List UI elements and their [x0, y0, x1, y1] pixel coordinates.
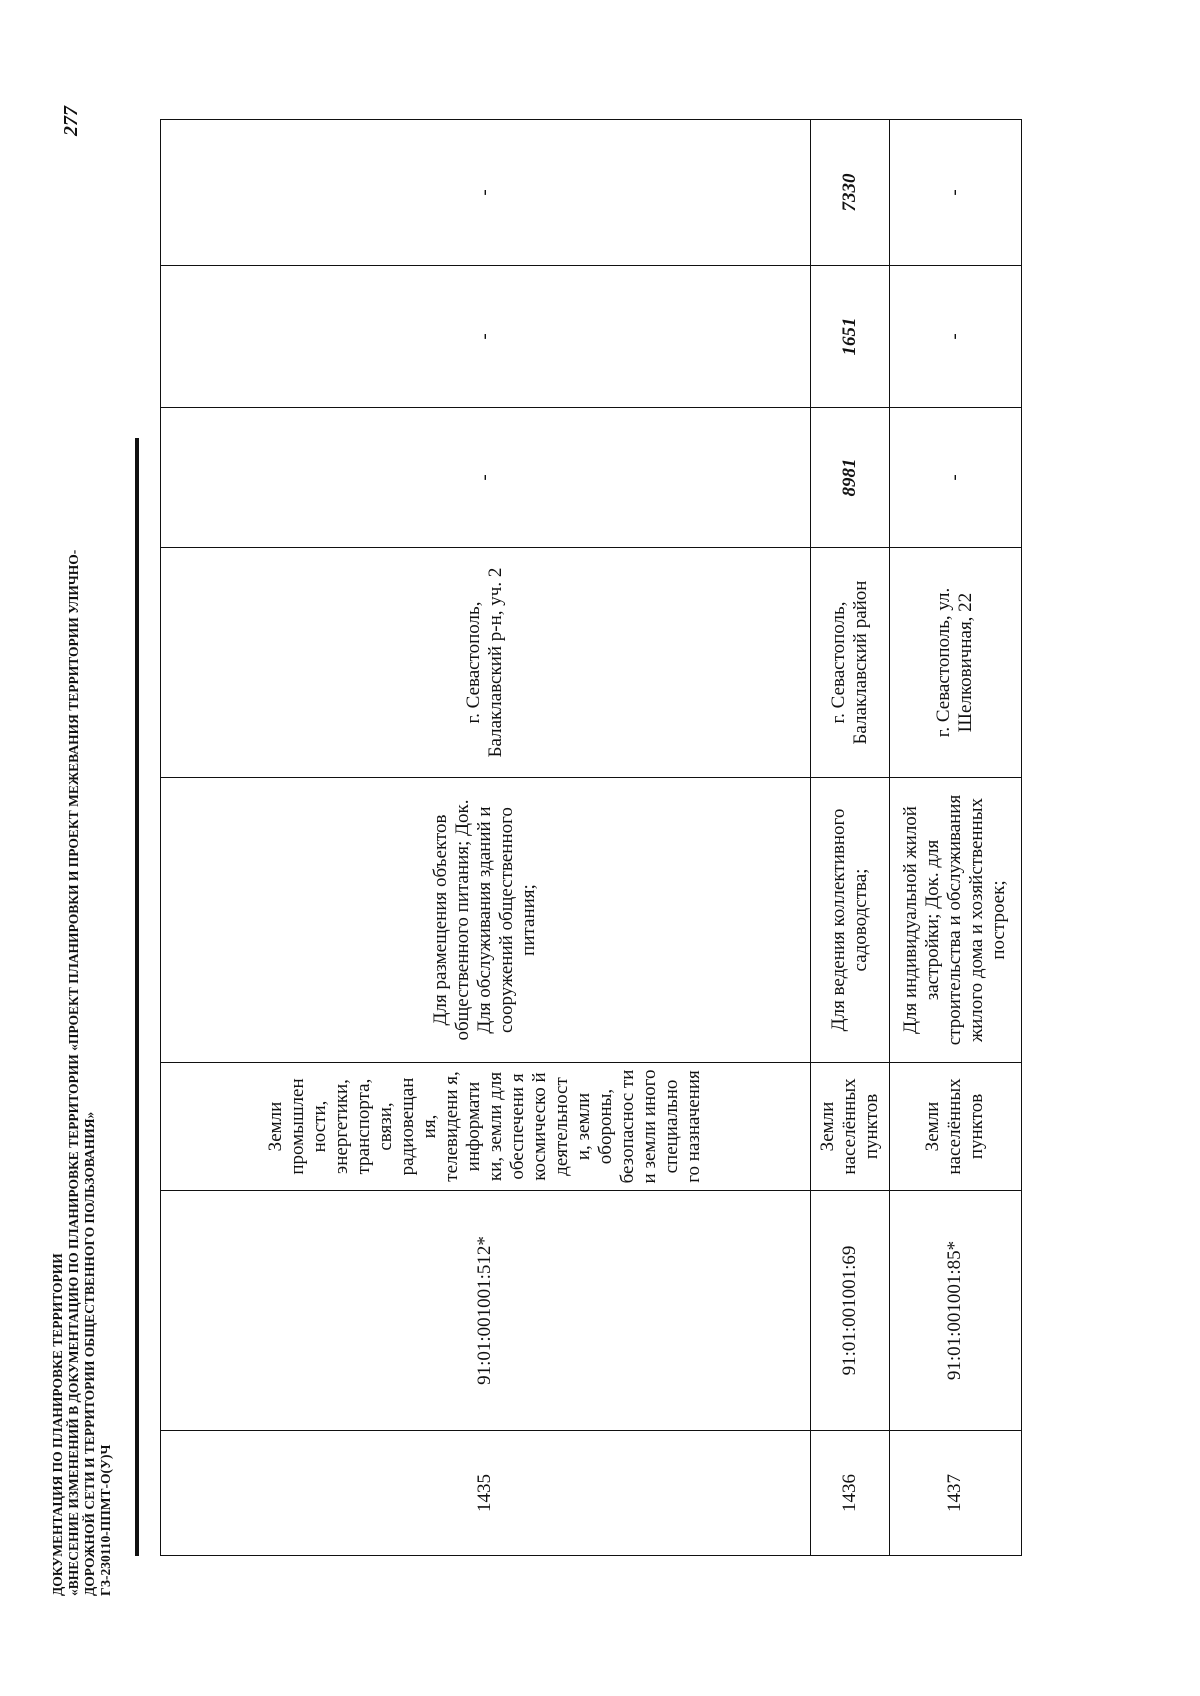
page-number: 277: [60, 106, 82, 136]
table-row: [810, 120, 889, 1556]
permitted-use: Для индивидуальной жилой застройки; Док. для строительства и обслуживания жилого дома и хозяйственных построек;: [889, 778, 1021, 1063]
land-plots-table: [160, 119, 1022, 1556]
header-line-4: ГЗ-230110-ППМТ-О(У)Ч: [98, 1444, 113, 1596]
address: г. Севастополь, Балаклавский р-н, уч. 2: [161, 548, 811, 778]
value-2: -: [161, 266, 811, 408]
value-2: -: [889, 266, 1021, 408]
land-category: Земли промышлен ности, энергетики, транспорта, связи, радиовещан ия, телевидени я, информати ки, земли для обеспечени я космическо й деятельност и, земли обороны, безопаснос ти и земли иного специально го назначения: [161, 1063, 811, 1191]
header-line-2: «ВНЕСЕНИЕ ИЗМЕНЕНИЙ В ДОКУМЕНТАЦИЮ ПО ПЛАНИРОВКЕ ТЕРРИТОРИИ «ПРОЕКТ ПЛАНИРОВКИ И ПРОЕКТ МЕЖЕВАНИЯ ТЕРРИТОРИИ УЛИЧНО-: [66, 549, 81, 1596]
address: г. Севастополь, Балаклавский район: [810, 548, 889, 778]
land-category: Земли населённых пунктов: [810, 1063, 889, 1191]
row-number: 1436: [810, 1431, 889, 1556]
cadastral-number: 91:01:001001:69: [810, 1191, 889, 1431]
value-2: 1651: [810, 266, 889, 408]
table-row: [161, 120, 811, 1556]
value-1: -: [889, 408, 1021, 548]
value-1: -: [161, 408, 811, 548]
cadastral-number: 91:01:001001:512*: [161, 1191, 811, 1431]
value-3: 7330: [810, 120, 889, 266]
value-3: -: [161, 120, 811, 266]
land-category: Земли населённых пунктов: [889, 1063, 1021, 1191]
value-1: 8981: [810, 408, 889, 548]
document-header: [50, 546, 114, 1596]
header-line-3: ДОРОЖНОЙ СЕТИ И ТЕРРИТОРИИ ОБЩЕСТВЕННОГО ПОЛЬЗОВАНИЯ»: [82, 1111, 97, 1596]
value-3: -: [889, 120, 1021, 266]
row-number: 1435: [161, 1431, 811, 1556]
cadastral-number: 91:01:001001:85*: [889, 1191, 1021, 1431]
row-number: 1437: [889, 1431, 1021, 1556]
address: г. Севастополь, ул. Шелковичная, 22: [889, 548, 1021, 778]
table-row: [889, 120, 1021, 1556]
permitted-use: Для ведения коллективного садоводства;: [810, 778, 889, 1063]
header-divider: [135, 438, 139, 1556]
permitted-use: Для размещения объектов общественного питания; Док. Для обслуживания зданий и сооружений общественного питания;: [161, 778, 811, 1063]
header-line-1: ДОКУМЕНТАЦИЯ ПО ПЛАНИРОВКЕ ТЕРРИТОРИИ: [50, 1253, 65, 1596]
